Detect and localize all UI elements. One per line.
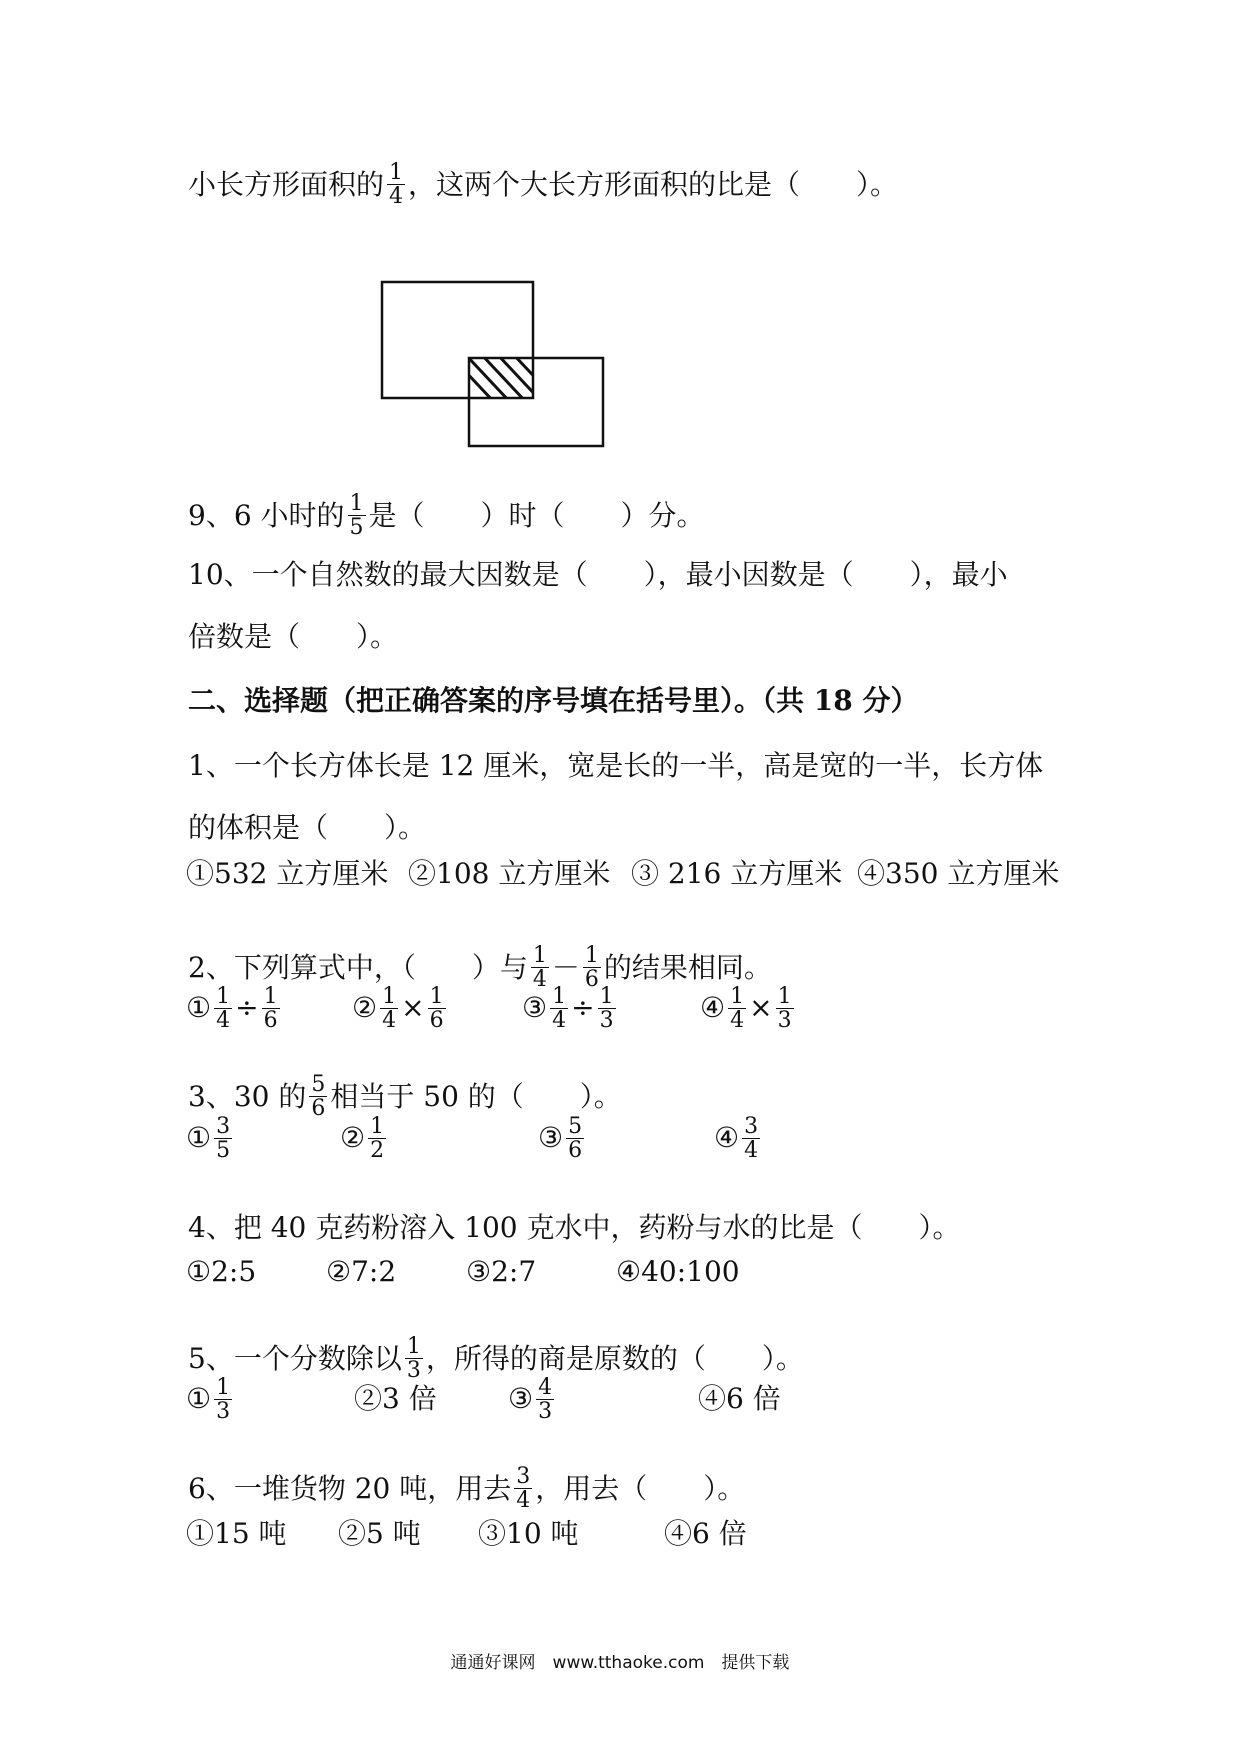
q9-text-after: 是（ ）时（ ）分。 [368, 498, 705, 532]
option-frac-b [262, 985, 280, 1032]
frac-den: 6 [568, 1137, 583, 1163]
q10-line2: 倍数是（ ）。 [188, 620, 399, 653]
frac-num: 1 [532, 943, 547, 968]
c4-option-4: ④40:100 [616, 1255, 740, 1288]
frac-num: 1 [584, 943, 599, 968]
c4-question: 4、把 40 克药粉溶入 100 克水中，药粉与水的比是（ ）。 [188, 1211, 961, 1244]
c5-text-after: ，所得的商是原数的（ ）。 [425, 1341, 804, 1375]
c5-option-1 [186, 1376, 235, 1423]
option-frac [742, 1115, 760, 1162]
c1-line1: 1、一个长方体长是 12 厘米，宽是长的一半，高是宽的一半，长方体 [188, 749, 1044, 782]
frac-den: 2 [370, 1137, 385, 1163]
operator: × [749, 991, 773, 1024]
frac-num: 1 [552, 983, 567, 1009]
large-rectangle-right [469, 358, 603, 446]
c2-option-2 [352, 985, 449, 1032]
option-frac-b [776, 985, 794, 1032]
minus-sign: － [551, 950, 580, 984]
frac-num: 1 [370, 1113, 385, 1139]
option-label: ③ [522, 991, 548, 1024]
section2-title: 二、选择题（把正确答案的序号填在括号里）。（共 18 分） [188, 684, 919, 717]
c6-option-2: ②5 吨 [338, 1517, 421, 1550]
c1-line2: 的体积是（ ）。 [188, 811, 427, 844]
c3-option-1 [186, 1115, 235, 1162]
c2-option-4 [700, 985, 797, 1032]
c1-option-2: ②108 立方厘米 [408, 857, 611, 890]
frac-num: 1 [406, 1334, 421, 1359]
operator: ÷ [235, 991, 259, 1024]
frac-den: 4 [532, 967, 547, 992]
operator: × [401, 991, 425, 1024]
option-frac [214, 1376, 232, 1423]
frac-num: 5 [311, 1072, 326, 1097]
frac-num: 4 [538, 1374, 553, 1400]
c5-option-4: ④6 倍 [698, 1382, 781, 1415]
q9-text [188, 492, 705, 539]
c3-fraction [309, 1073, 327, 1120]
option-label: ① [186, 1382, 212, 1415]
q9-fraction [348, 492, 366, 539]
frac-num: 1 [429, 983, 444, 1009]
frac-den: 3 [216, 1398, 231, 1424]
c3-option-4 [714, 1115, 763, 1162]
c4-option-2: ②7:2 [326, 1255, 397, 1288]
c1-option-3: ③ 216 立方厘米 [631, 857, 843, 890]
overlap-rectangles-diagram [370, 270, 630, 450]
option-frac [214, 1115, 232, 1162]
c6-option-1: ①15 吨 [186, 1517, 287, 1550]
footer-credit: 通通好课网 www.tthaoke.com 提供下载 [450, 1653, 790, 1673]
c3-option-3 [538, 1115, 587, 1162]
c6-text-before: 6、一堆货物 20 吨，用去 [188, 1471, 512, 1505]
frac-num: 1 [730, 983, 745, 1009]
c6-question [188, 1465, 745, 1512]
option-frac [566, 1115, 584, 1162]
frac-num: 1 [777, 983, 792, 1009]
frac-den: 3 [406, 1358, 421, 1383]
c6-option-4: ④6 倍 [664, 1517, 747, 1550]
c2-text-before: 2、下列算式中，（ ）与 [188, 950, 528, 984]
c5-option-3 [508, 1376, 557, 1423]
frac-den: 6 [584, 967, 599, 992]
c2-text-after: 的结果相同。 [603, 950, 772, 984]
operator: ÷ [571, 991, 595, 1024]
c3-text-before: 3、30 的 [188, 1079, 307, 1113]
frac-den: 4 [216, 1007, 231, 1033]
option-label: ③ [538, 1121, 564, 1154]
c5-question [188, 1335, 804, 1382]
c6-option-3: ③10 吨 [478, 1517, 579, 1550]
frac-num: 1 [349, 491, 364, 516]
q8-text-after: ，这两个大长方形面积的比是（ ）。 [408, 167, 899, 201]
c1-option-1: ①532 立方厘米 [186, 857, 389, 890]
option-frac [536, 1376, 554, 1423]
option-frac-a [728, 985, 746, 1032]
option-frac-b [598, 985, 616, 1032]
option-frac-a [550, 985, 568, 1032]
frac-den: 5 [216, 1137, 231, 1163]
frac-num: 5 [568, 1113, 583, 1139]
c1-option-4: ④350 立方厘米 [857, 857, 1060, 890]
option-label: ④ [700, 991, 726, 1024]
c2-option-3 [522, 985, 619, 1032]
frac-den: 4 [744, 1137, 759, 1163]
frac-den: 4 [552, 1007, 567, 1033]
q9-text-before: 9、6 小时的 [188, 498, 345, 532]
option-label: ② [340, 1121, 366, 1154]
c2-option-1 [186, 985, 283, 1032]
option-frac-a [214, 985, 232, 1032]
c6-text-after: ，用去（ ）。 [535, 1471, 746, 1505]
option-label: ① [186, 1121, 212, 1154]
frac-den: 5 [349, 515, 364, 540]
c4-option-3: ③2:7 [466, 1255, 537, 1288]
shaded-overlap [449, 354, 558, 402]
frac-num: 3 [744, 1113, 759, 1139]
c5-fraction [405, 1335, 423, 1382]
large-rectangle-left [382, 282, 533, 398]
frac-den: 6 [263, 1007, 278, 1033]
q8-fraction [387, 161, 405, 208]
frac-den: 4 [382, 1007, 397, 1033]
option-frac [368, 1115, 386, 1162]
frac-num: 3 [216, 1113, 231, 1139]
c3-text-after: 相当于 50 的（ ）。 [330, 1079, 622, 1113]
frac-den: 3 [777, 1007, 792, 1033]
option-frac-a [380, 985, 398, 1032]
frac-num: 1 [216, 1374, 231, 1400]
frac-den: 6 [429, 1007, 444, 1033]
frac-den: 6 [311, 1096, 326, 1121]
option-label: ① [186, 991, 212, 1024]
c3-question [188, 1073, 622, 1120]
option-label: ③ [508, 1382, 534, 1415]
q10-line1: 10、一个自然数的最大因数是（ ），最小因数是（ ），最小 [188, 558, 1008, 591]
frac-num: 1 [263, 983, 278, 1009]
frac-den: 4 [730, 1007, 745, 1033]
c4-option-1: ①2:5 [186, 1255, 257, 1288]
frac-num: 1 [389, 160, 404, 185]
frac-den: 3 [538, 1398, 553, 1424]
c6-fraction [514, 1465, 532, 1512]
q8-text-before: 小长方形面积的 [188, 167, 385, 201]
q8-text [188, 161, 898, 208]
frac-den: 4 [516, 1488, 531, 1513]
frac-num: 1 [216, 983, 231, 1009]
frac-den: 4 [389, 184, 404, 209]
frac-num: 1 [382, 983, 397, 1009]
c5-text-before: 5、一个分数除以 [188, 1341, 402, 1375]
frac-den: 3 [599, 1007, 614, 1033]
frac-num: 3 [516, 1464, 531, 1489]
option-frac-b [428, 985, 446, 1032]
option-label: ② [352, 991, 378, 1024]
c3-option-2 [340, 1115, 389, 1162]
option-label: ④ [714, 1121, 740, 1154]
c5-option-2: ②3 倍 [354, 1382, 437, 1415]
frac-num: 1 [599, 983, 614, 1009]
